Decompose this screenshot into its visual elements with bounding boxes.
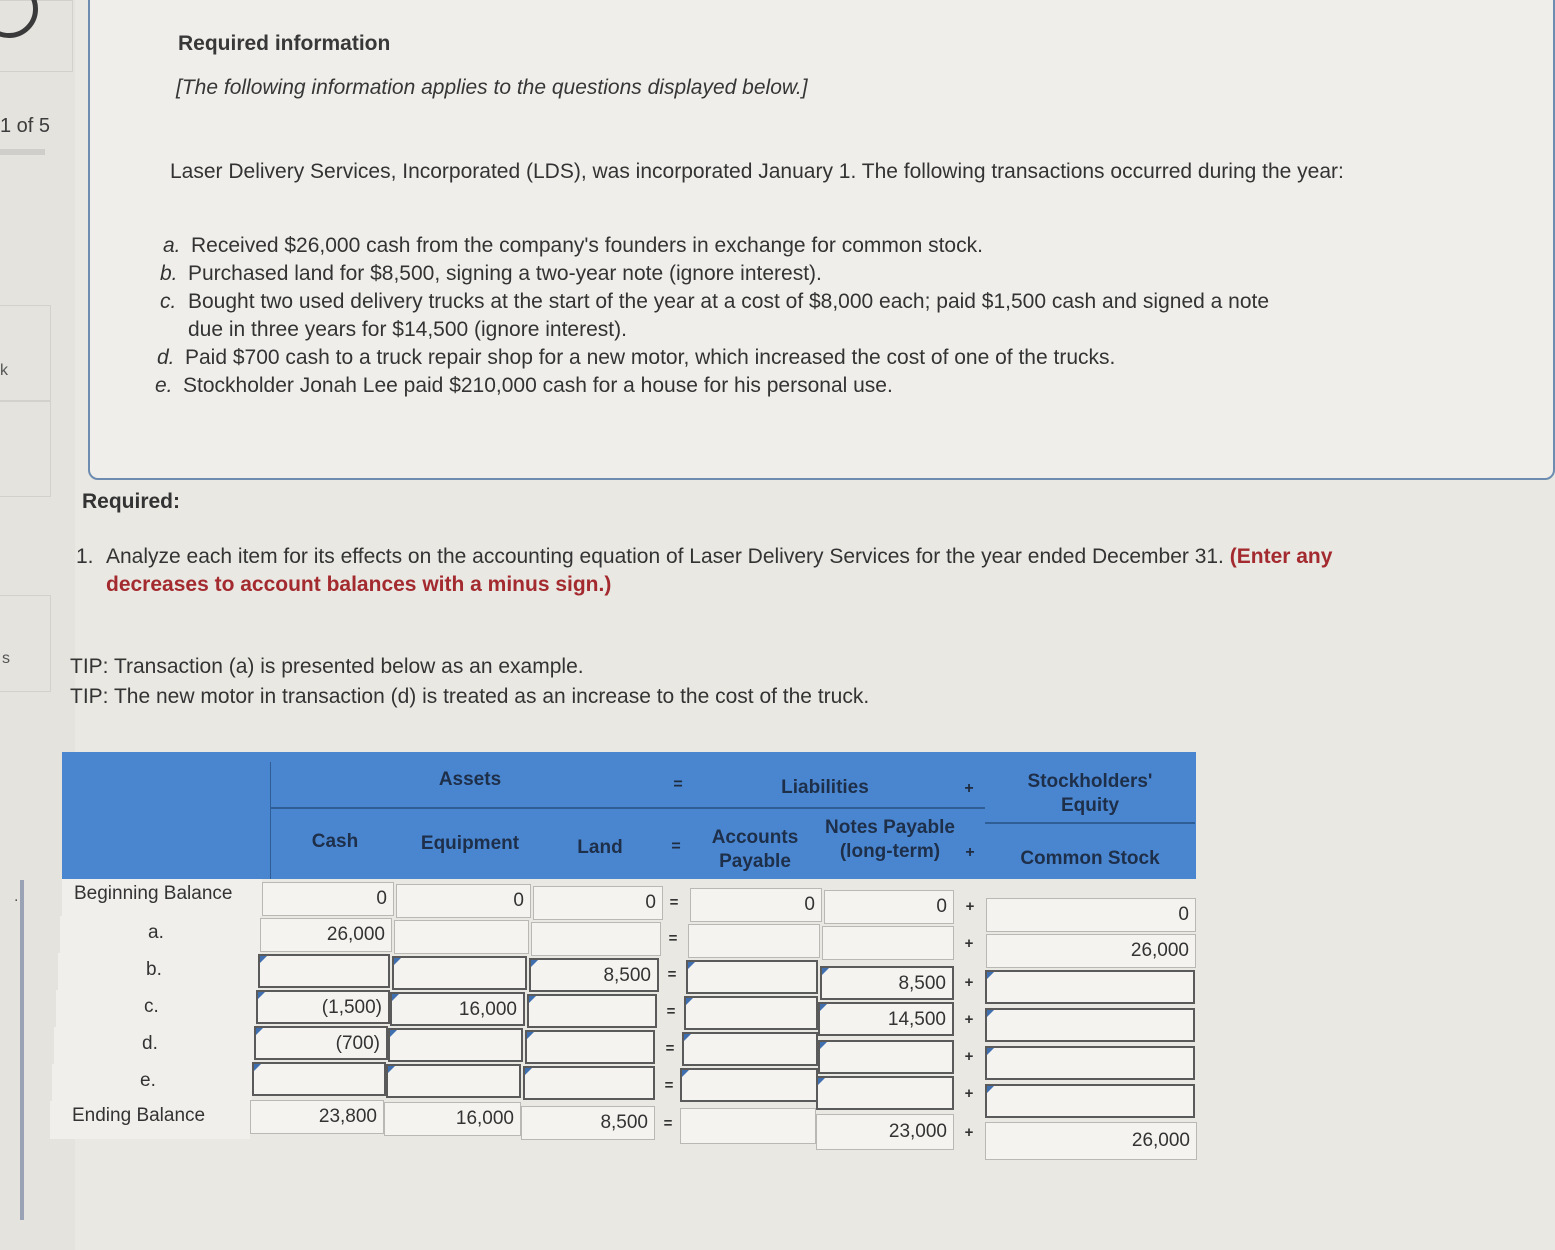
- cash-cell: 0: [262, 882, 394, 916]
- equals-sign: =: [663, 1115, 673, 1132]
- accounts-payable-cell: 0: [690, 888, 822, 922]
- liabilities-header: Liabilities: [781, 777, 869, 798]
- transaction-item-continued: due in three years for $14,500 (ignore interest).: [188, 318, 627, 341]
- common-stock-cell: 0: [986, 898, 1196, 932]
- equipment-input[interactable]: [386, 1064, 521, 1098]
- notes-payable-input[interactable]: 8,500: [820, 966, 954, 1000]
- strip-label-dot: .: [14, 888, 19, 905]
- header-divider: [985, 822, 1195, 824]
- plus-sign: +: [965, 898, 975, 915]
- cash-input[interactable]: (700): [254, 1026, 388, 1060]
- equals-sign: =: [669, 894, 679, 911]
- plus-sign: +: [964, 1085, 974, 1102]
- row-label: e.: [52, 1064, 252, 1101]
- strip-panel: [0, 305, 51, 402]
- common-stock-input[interactable]: [985, 1084, 1195, 1118]
- plus-sign: +: [964, 974, 974, 991]
- plus-sign: +: [964, 935, 974, 952]
- equipment-input[interactable]: [392, 956, 527, 990]
- accounts-payable-column-header: Accounts Payable: [711, 827, 799, 872]
- cash-cell: 26,000: [260, 918, 392, 952]
- cash-input[interactable]: (1,500): [256, 990, 390, 1024]
- equals-sign: =: [668, 930, 678, 947]
- land-input[interactable]: [525, 1030, 655, 1064]
- scenario-intro: Laser Delivery Services, Incorporated (LDS), was incorporated January 1. The following transactions occurred during the year:: [170, 160, 1344, 183]
- transaction-item: b. Purchased land for $8,500, signing a two-year note (ignore interest).: [160, 262, 822, 285]
- notes-payable-input[interactable]: 14,500: [818, 1002, 954, 1036]
- cash-input[interactable]: [258, 954, 390, 988]
- notes-payable-column-header: Notes Payable (long-term): [825, 817, 955, 862]
- equipment-total-cell: 16,000: [384, 1102, 521, 1136]
- assets-header: Assets: [438, 769, 502, 790]
- plus-sign: +: [964, 1048, 974, 1065]
- equipment-input[interactable]: [388, 1028, 523, 1062]
- common-stock-column-header: Common Stock: [1020, 848, 1160, 869]
- plus-sign: +: [964, 1011, 974, 1028]
- equals-column-header: =: [671, 838, 681, 855]
- row-label: d.: [54, 1027, 254, 1064]
- equals-sign: =: [665, 1040, 675, 1057]
- row-label: Beginning Balance: [62, 879, 262, 916]
- equals-sign: =: [664, 1077, 674, 1094]
- accounts-payable-input[interactable]: [682, 1032, 818, 1066]
- notes-payable-input[interactable]: [816, 1076, 954, 1110]
- land-cell: [531, 922, 661, 956]
- vertical-divider: [20, 880, 24, 1220]
- required-heading: Required:: [82, 490, 181, 513]
- common-stock-input[interactable]: [985, 970, 1195, 1004]
- land-column-header: Land: [577, 837, 623, 858]
- land-input[interactable]: [527, 994, 657, 1028]
- cash-input[interactable]: [252, 1062, 386, 1096]
- card-note: [The following information applies to the questions displayed below.]: [176, 76, 808, 99]
- tip-1: TIP: Transaction (a) is presented below as an example.: [70, 655, 584, 678]
- equipment-cell: [394, 920, 529, 954]
- header-divider: [270, 762, 271, 879]
- accounts-payable-input[interactable]: [680, 1068, 818, 1102]
- question-instruction-cont: decreases to account balances with a minus sign.): [106, 573, 612, 596]
- tip-2: TIP: The new motor in transaction (d) is treated as an increase to the cost of the truck.: [70, 685, 870, 708]
- equipment-cell: 0: [396, 884, 531, 918]
- strip-label-k[interactable]: k: [0, 362, 8, 379]
- question-text: Analyze each item for its effects on the accounting equation of Laser Delivery Services for the year ended December 31.: [106, 545, 1224, 568]
- equals-header: =: [673, 776, 683, 793]
- transaction-item: a. Received $26,000 cash from the company's founders in exchange for common stock.: [163, 234, 983, 257]
- transaction-item: e. Stockholder Jonah Lee paid $210,000 cash for a house for his personal use.: [155, 374, 893, 397]
- cash-total-cell: 23,800: [250, 1100, 384, 1134]
- row-label: Ending Balance: [50, 1101, 250, 1139]
- land-total-cell: 8,500: [521, 1106, 655, 1140]
- accounts-payable-total-cell: [680, 1108, 816, 1144]
- transaction-item: c. Bought two used delivery trucks at the start of the year at a cost of $8,000 each; paid $1,500 cash and signed a note: [160, 290, 1270, 313]
- question-instruction: (Enter any: [1229, 545, 1333, 568]
- equipment-input[interactable]: 16,000: [390, 992, 525, 1026]
- accounts-payable-input[interactable]: [684, 996, 818, 1030]
- common-stock-input[interactable]: [985, 1046, 1195, 1080]
- header-divider: [690, 807, 985, 809]
- plus-header: +: [964, 780, 974, 797]
- notes-payable-input[interactable]: [818, 1040, 954, 1074]
- notes-payable-cell: 0: [824, 890, 954, 924]
- accounts-payable-input[interactable]: [686, 960, 818, 994]
- accounting-equation-table: [40, 752, 1198, 1162]
- header-divider: [270, 807, 690, 809]
- row-label: c.: [56, 990, 256, 1027]
- progress-bar: [0, 149, 45, 155]
- notes-payable-cell: [822, 926, 954, 960]
- row-label: b.: [58, 953, 258, 990]
- card-title: Required information: [178, 32, 391, 55]
- land-input[interactable]: 8,500: [529, 958, 659, 992]
- common-stock-cell: 26,000: [986, 934, 1196, 968]
- notes-payable-total-cell: 23,000: [816, 1114, 954, 1150]
- land-input[interactable]: [523, 1066, 655, 1100]
- equipment-column-header: Equipment: [420, 833, 520, 854]
- plus-column-header: +: [965, 844, 975, 861]
- land-cell: 0: [533, 886, 663, 920]
- plus-sign: +: [964, 1124, 974, 1141]
- question-number: 1.: [76, 545, 94, 568]
- accounts-payable-cell: [688, 924, 820, 958]
- row-label: a.: [60, 916, 260, 953]
- common-stock-total-cell: 26,000: [985, 1122, 1197, 1160]
- strip-panel: [0, 400, 51, 497]
- page-count: 1 of 5: [0, 115, 51, 137]
- strip-panel: [0, 595, 51, 692]
- common-stock-input[interactable]: [985, 1008, 1195, 1042]
- question-1: [76, 543, 1554, 599]
- equals-sign: =: [666, 1003, 676, 1020]
- equals-sign: =: [667, 966, 677, 983]
- cash-column-header: Cash: [311, 831, 359, 852]
- transaction-item: d. Paid $700 cash to a truck repair shop for a new motor, which increased the cost of one of the trucks.: [157, 346, 1116, 369]
- equity-header: Stockholders' Equity: [1027, 771, 1153, 816]
- strip-label-s[interactable]: s: [2, 650, 10, 667]
